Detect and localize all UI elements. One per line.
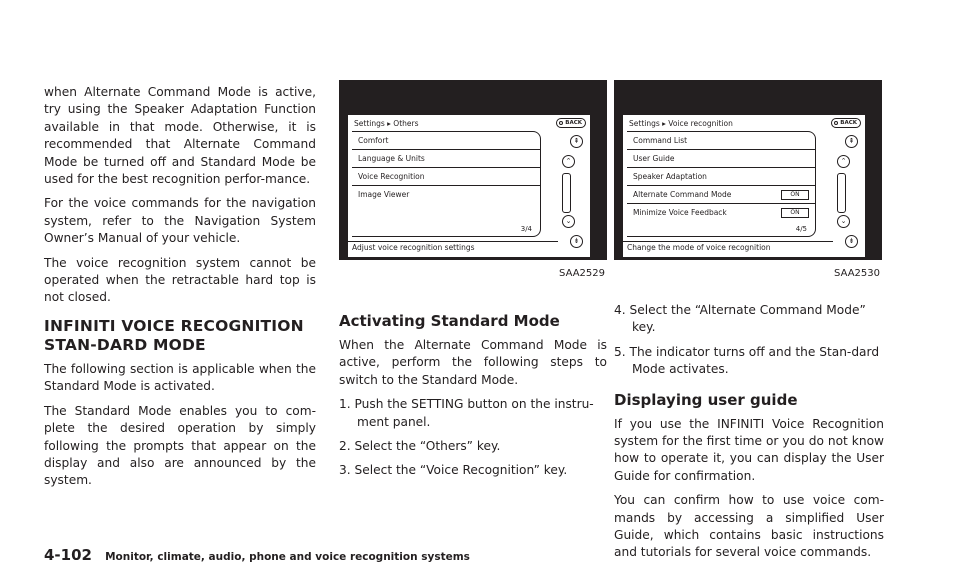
scroll-up-icon: ⌃: [837, 155, 850, 168]
screen-title: Settings ▸ Others: [354, 119, 419, 128]
page-number: 4-102: [44, 546, 92, 564]
section-heading: Activating Standard Mode: [339, 312, 560, 330]
list-item: 2. Select the “Others” key.: [339, 439, 501, 454]
section-heading: Displaying user guide: [614, 390, 798, 409]
list-item: Language & Units: [352, 150, 540, 168]
paragraph: when Alternate Command Mode is active, try using the Speaker Adaptation Function available in that mode. Otherwise, it is recommended that Alternate Command Mode be turned off and Standard Mode be used for the best recognition perfor-mance.: [44, 85, 316, 187]
page-indicator: 4/5: [795, 225, 807, 233]
figure-caption-area: [614, 260, 882, 290]
figure-code: SAA2530: [834, 268, 880, 279]
screen-title: Settings ▸ Voice recognition: [629, 119, 733, 128]
left-column: [44, 84, 316, 497]
scroll-down-icon: ⌄: [562, 215, 575, 228]
list-item: Speaker Adaptation: [627, 168, 815, 186]
step-list: [339, 396, 607, 480]
scroll-bottom-icon: ⇟: [570, 235, 583, 248]
page-footer: [44, 545, 470, 564]
step-list: [614, 302, 884, 379]
middle-column: [339, 300, 607, 487]
divider: [623, 241, 833, 242]
scroll-up-icon: ⌃: [562, 155, 575, 168]
figure-voice-recognition-settings: [614, 80, 882, 290]
section-name: Monitor, climate, audio, phone and voice recognition systems: [105, 551, 470, 563]
status-text: Change the mode of voice recognition: [627, 243, 771, 252]
paragraph: When the Alternate Command Mode is active, perform the following steps to switch to the Standard Mode.: [339, 338, 607, 387]
menu-list: [352, 131, 541, 237]
on-indicator: ON: [781, 190, 809, 200]
paragraph: For the voice commands for the navigation system, refer to the Navigation System Owner’s Manual of your vehicle.: [44, 196, 316, 246]
list-item: 5. The indicator turns off and the Stan-dard Mode activates.: [614, 344, 880, 377]
list-item: 1. Push the SETTING button on the instru-ment panel.: [339, 397, 594, 429]
list-item: 4. Select the “Alternate Command Mode” key.: [614, 303, 866, 335]
list-item-label: Minimize Voice Feedback: [633, 208, 727, 217]
list-item-label: Alternate Command Mode: [633, 190, 732, 199]
scroll-top-icon: ⇞: [845, 135, 858, 148]
paragraph: You can confirm how to use voice com-mands by accessing a simplified User Guide, which contains basic instructions and tutorials for several voice commands.: [614, 493, 884, 560]
right-column: [614, 302, 884, 569]
paragraph: The voice recognition system cannot be operated when the retractable hard top is not closed.: [44, 255, 316, 305]
paragraph: The Standard Mode enables you to com-plete the desired operation by simply following the prompts that appear on the display and also are announced by the system.: [44, 403, 316, 488]
display-screen: [348, 115, 590, 257]
scroll-top-icon: ⇞: [570, 135, 583, 148]
figure-caption-area: [339, 260, 607, 290]
status-text: Adjust voice recognition settings: [352, 243, 475, 252]
list-item: [627, 204, 815, 221]
section-heading: INFINITI VOICE RECOGNITION STAN-DARD MODE: [44, 316, 304, 354]
menu-list: [627, 131, 816, 237]
paragraph: The following section is applicable when the Standard Mode is activated.: [44, 361, 316, 394]
list-item: Image Viewer: [358, 190, 410, 199]
list-item: Command List: [627, 132, 815, 150]
list-item: Comfort: [352, 132, 540, 150]
on-indicator: ON: [781, 208, 809, 218]
list-item: 3. Select the “Voice Recognition” key.: [339, 463, 568, 478]
divider: [348, 241, 558, 242]
scrollbar: [837, 173, 846, 213]
scrollbar: [562, 173, 571, 213]
page-indicator: 3/4: [520, 225, 532, 233]
list-item: [627, 186, 815, 204]
back-button: BACK: [556, 118, 586, 128]
scroll-bottom-icon: ⇟: [845, 235, 858, 248]
back-button: BACK: [831, 118, 861, 128]
scroll-down-icon: ⌄: [837, 215, 850, 228]
figure-others-settings: [339, 80, 607, 290]
display-screen: [623, 115, 865, 257]
paragraph: If you use the INFINITI Voice Recognition system for the first time or you do not know how to operate it, you can display the User Guide for confirmation.: [614, 416, 884, 483]
figure-code: SAA2529: [559, 268, 605, 279]
list-item: User Guide: [627, 150, 815, 168]
list-item: Voice Recognition: [352, 168, 540, 186]
